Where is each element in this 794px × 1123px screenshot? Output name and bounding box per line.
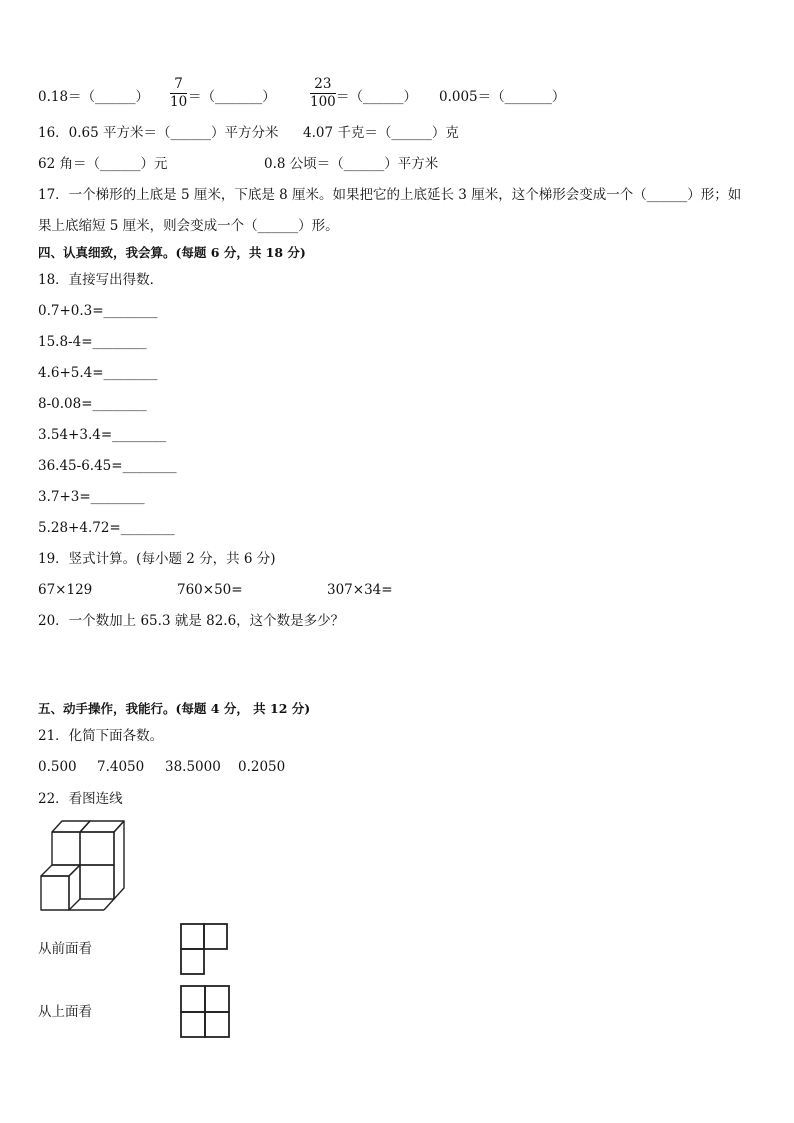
cube-stack-figure — [38, 818, 132, 914]
q17-line1: 17．一个梯形的上底是 5 厘米，下底是 8 厘米。如果把它的上底延长 3 厘米，这个梯形会变成一个（______）形；如 — [38, 187, 742, 203]
q19-item: 760×50= — [177, 582, 243, 598]
q18-item: 3.7+3=________ — [38, 489, 145, 505]
label-top-view: 从上面看 — [38, 1004, 92, 1020]
q15-item-3: ＝（______） — [336, 89, 417, 105]
q15-item-2: ＝（_______） — [188, 89, 276, 105]
q20-text: 20．一个数加上 65.3 就是 82.6，这个数是多少？ — [38, 613, 345, 629]
q15-item-4: 0.005＝（_______） — [439, 89, 566, 105]
front-view-grid — [180, 923, 230, 976]
q16-line2-b: 0.8 公顷＝（______）平方米 — [264, 156, 439, 172]
q19-title: 19．竖式计算。(每小题 2 分，共 6 分) — [38, 551, 276, 567]
fraction-denominator: 100 — [310, 94, 336, 110]
label-front-view: 从前面看 — [38, 941, 92, 957]
q19-item: 67×129 — [38, 582, 93, 598]
fraction-numerator: 23 — [314, 76, 332, 92]
q18-item: 4.6+5.4=________ — [38, 365, 158, 381]
q18-item: 5.28+4.72=________ — [38, 520, 175, 536]
q15-fraction-2 — [310, 77, 336, 110]
q15-item-1: 0.18＝（______） — [38, 89, 150, 105]
section-5-title: 五、动手操作，我能行。(每题 4 分， 共 12 分) — [38, 701, 311, 716]
q18-item: 8-0.08=________ — [38, 396, 147, 412]
q16-line1-a: 16．0.65 平方米＝（______）平方分米 — [38, 125, 279, 141]
q21-item: 7.4050 — [97, 759, 145, 775]
q18-item: 3.54+3.4=________ — [38, 427, 167, 443]
section-4-title: 四、认真细致，我会算。(每题 6 分，共 18 分) — [38, 245, 306, 260]
q18-item: 36.45-6.45=________ — [38, 458, 177, 474]
q21-title: 21．化简下面各数。 — [38, 728, 164, 744]
top-view-grid — [180, 985, 232, 1039]
q21-item: 0.500 — [38, 759, 77, 775]
q15-fraction-1 — [170, 77, 187, 110]
fraction-denominator: 10 — [170, 94, 188, 110]
q16-line2-a: 62 角＝（______）元 — [38, 156, 168, 172]
q21-item: 0.2050 — [238, 759, 286, 775]
q16-line1-b: 4.07 千克＝（______）克 — [303, 125, 459, 141]
q17-line2: 果上底缩短 5 厘米，则会变成一个（______）形。 — [38, 218, 339, 234]
q22-title: 22．看图连线 — [38, 791, 123, 807]
q21-item: 38.5000 — [165, 759, 221, 775]
q18-item: 0.7+0.3=________ — [38, 303, 158, 319]
q19-item: 307×34= — [327, 582, 393, 598]
q18-title: 18．直接写出得数． — [38, 272, 164, 288]
q18-item: 15.8-4=________ — [38, 334, 147, 350]
fraction-numerator: 7 — [174, 76, 183, 92]
